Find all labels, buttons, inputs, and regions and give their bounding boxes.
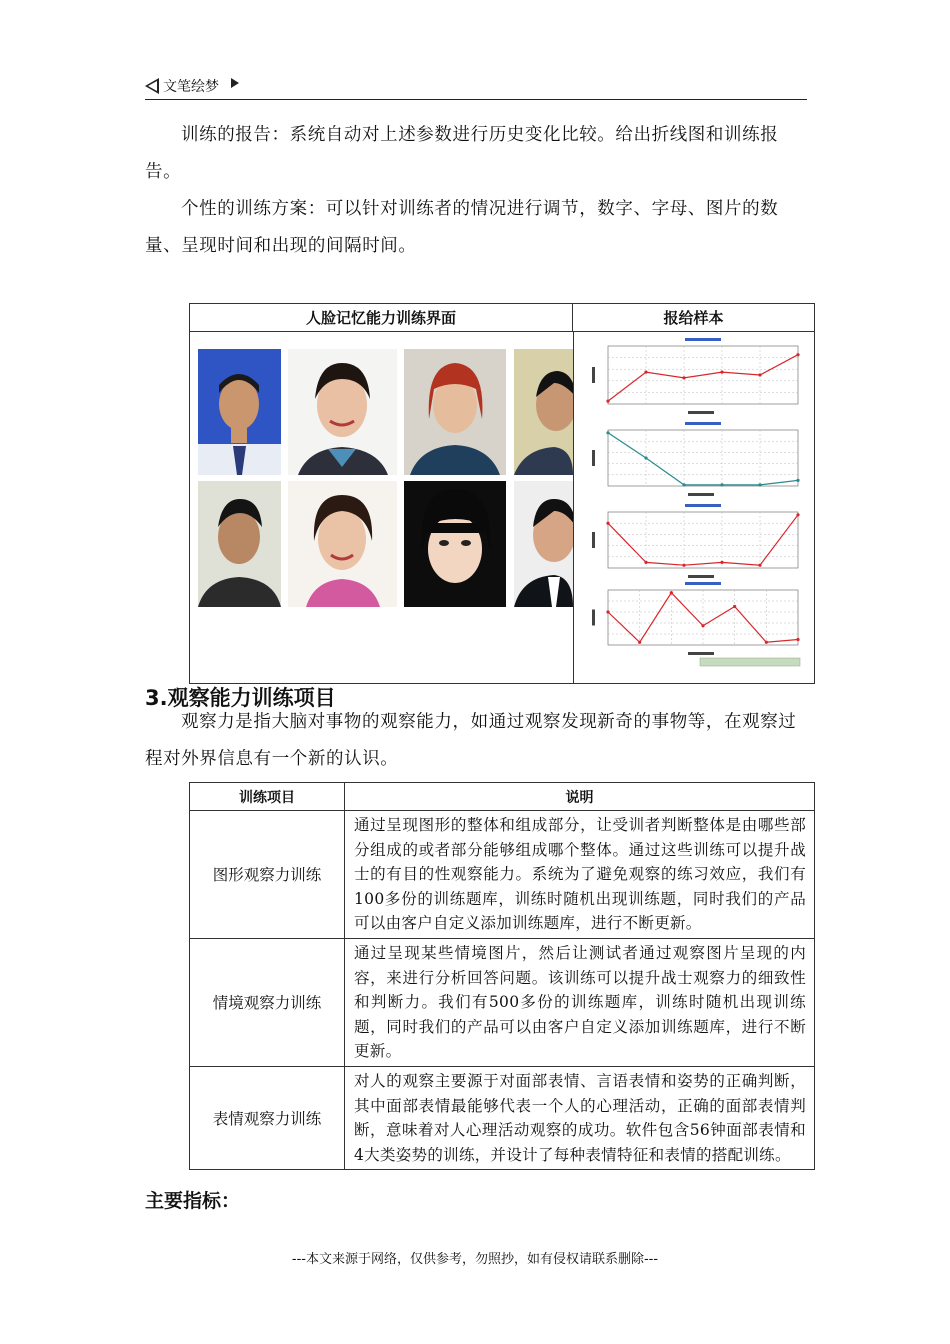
face-photo	[514, 481, 573, 607]
chart-axis-label-mark	[688, 493, 714, 496]
paragraph-report: 训练的报告：系统自动对上述参数进行历史变化比较。给出折线图和训练报告。	[145, 125, 779, 182]
chart-title-mark	[685, 504, 721, 507]
chart-point	[638, 641, 641, 644]
brand-text: 文笔绘梦	[163, 79, 219, 95]
table-row	[190, 1066, 815, 1169]
training-table	[189, 782, 815, 1170]
page-footer: ---本文来源于网络，仅供参考，勿照抄，如有侵权请联系删除---	[291, 1252, 659, 1267]
training-name: 情境观察力训练	[190, 938, 345, 1066]
chart-point	[796, 638, 799, 641]
chart-point	[644, 456, 647, 459]
chart-point	[606, 522, 609, 525]
training-desc: 通过呈现某些情境图片，然后让测试者通过观察图片呈现的内容，来进行分析回答问题。该训练可以提升战士观察力的细致性和判断力。我们有500多份的训练题库，训练时随机出现训练题，同时我们的产品可以由客户自定义添加训练题库，进行不断更新。	[345, 938, 815, 1066]
table-header-row	[190, 783, 815, 811]
chart-axis-label-mark	[592, 610, 595, 626]
chart-point	[720, 483, 723, 486]
chart-point	[644, 371, 647, 374]
chart-point	[720, 561, 723, 564]
face-photo	[404, 349, 506, 475]
header-brand	[145, 76, 239, 96]
training-desc: 通过呈现图形的整体和组成部分，让受训者判断整体是由哪些部分组成的或者部分能够组成哪个整体。通过这些训练可以提升战士的有目的性观察能力。系统为了避免观察的练习效应，我们有100多份的训练题库，训练时随机出现训练题，同时我们的产品可以由客户自定义添加训练题库，进行不断更新。	[345, 811, 815, 939]
chart-panel	[608, 512, 798, 568]
column-header-desc: 说明	[345, 783, 815, 811]
section-intro: 观察力是指大脑对事物的观察能力，如通过观察发现新奇的事物等，在观察过程对外界信息有一个新的认识。	[145, 712, 797, 769]
chart-point	[606, 431, 609, 434]
chart-axis-label-mark	[688, 652, 714, 655]
chart-axis-label-mark	[592, 367, 595, 383]
chart-panel	[608, 430, 798, 486]
chart-axis-label-mark	[592, 532, 595, 548]
chart-point	[682, 564, 685, 567]
chart-point	[758, 373, 761, 376]
face-photo	[288, 349, 397, 475]
face-photo	[198, 481, 281, 607]
triangle-right-icon	[231, 78, 239, 88]
training-desc: 对人的观察主要源于对面部表情、言语表情和姿势的正确判断，其中面部表情最能够代表一个人的心理活动，正确的面部表情判断，意味着对人心理活动观察的成功。软件包含56钟面部表情和4大类姿势的训练，并设计了每种表情特征和表情的搭配训练。	[345, 1066, 815, 1169]
chart-title-mark	[685, 338, 721, 341]
face-photo	[288, 481, 397, 607]
triangle-left-icon	[145, 78, 159, 94]
face-photo	[198, 349, 281, 475]
chart-axis-label-mark	[688, 575, 714, 578]
chart-point	[796, 513, 799, 516]
chart-point	[733, 605, 736, 608]
chart-point	[682, 376, 685, 379]
face-photo	[404, 481, 506, 607]
table-row	[190, 938, 815, 1066]
page-header	[145, 72, 807, 100]
chart-point	[670, 591, 673, 594]
chart-point	[644, 561, 647, 564]
face-photo	[514, 349, 573, 475]
training-name: 表情观察力训练	[190, 1066, 345, 1169]
chart-point	[758, 483, 761, 486]
figure-caption-left: 人脸记忆能力训练界面	[190, 304, 573, 332]
column-header-item: 训练项目	[190, 783, 345, 811]
chart-point	[606, 400, 609, 403]
chart-legend-bar	[700, 658, 800, 666]
figure-table	[189, 303, 815, 684]
chart-point	[796, 353, 799, 356]
training-name: 图形观察力训练	[190, 811, 345, 939]
chart-point	[701, 624, 704, 627]
main-indicators-heading: 主要指标：	[145, 1190, 241, 1212]
chart-point	[606, 610, 609, 613]
chart-point	[796, 479, 799, 482]
report-sample-charts	[590, 336, 814, 671]
section-title: 3.观察能力训练项目	[145, 686, 336, 710]
chart-point	[720, 371, 723, 374]
chart-title-mark	[685, 582, 721, 585]
table-row	[190, 811, 815, 939]
paragraph-plan: 个性的训练方案：可以针对训练者的情况进行调节，数字、字母、图片的数量、呈现时间和出现的间隔时间。	[145, 199, 779, 256]
chart-point	[758, 564, 761, 567]
chart-axis-label-mark	[688, 411, 714, 414]
figure-caption-right: 报给样本	[573, 304, 814, 332]
chart-point	[682, 483, 685, 486]
chart-title-mark	[685, 422, 721, 425]
chart-point	[765, 641, 768, 644]
chart-axis-label-mark	[592, 450, 595, 466]
